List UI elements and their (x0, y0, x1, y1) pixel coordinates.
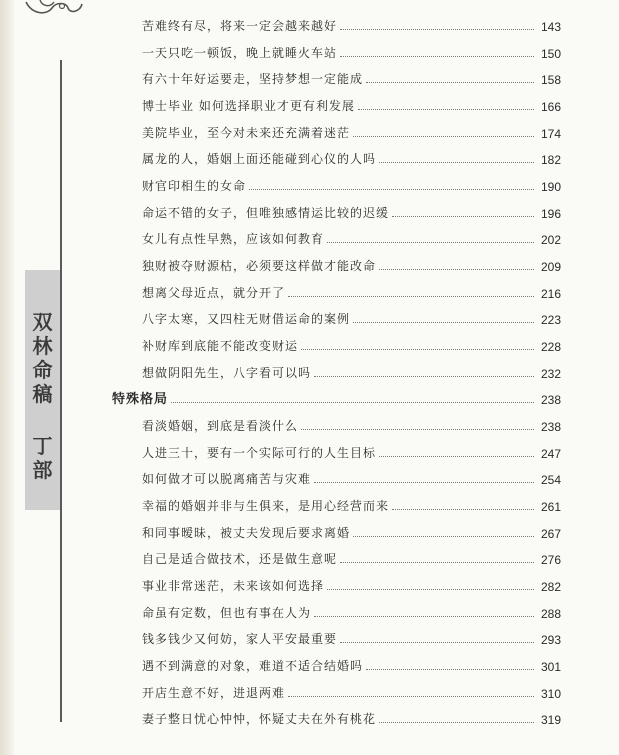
toc-page-number: 238 (540, 419, 561, 434)
toc-page-number: 150 (540, 46, 561, 61)
dot-leader (314, 616, 534, 617)
dot-leader (288, 696, 534, 697)
dot-leader (314, 482, 534, 483)
toc-entry[interactable] (142, 307, 561, 327)
dot-leader (340, 56, 534, 57)
toc-entry-title: 和同事暧昧，被丈夫发现后要求离婚 (142, 525, 351, 540)
toc-entry-title: 一天只吃一顿饭，晚上就睡火车站 (142, 45, 338, 60)
dot-leader (379, 722, 534, 723)
toc-entry-title: 命虽有定数，但也有事在人为 (142, 605, 312, 620)
toc-page-number: 202 (540, 233, 561, 248)
dot-leader (301, 429, 534, 430)
toc-entry[interactable] (142, 147, 561, 167)
toc-entry-title: 财官印相生的女命 (142, 178, 247, 193)
toc-entry-title: 事业非常迷茫，未来该如何选择 (142, 578, 325, 593)
toc-page-number: 247 (540, 446, 561, 461)
toc-entry-title: 八字太寒，又四柱无财借运命的案例 (142, 312, 351, 327)
toc-page-number: 232 (540, 366, 561, 381)
toc-entry[interactable] (142, 334, 561, 354)
dot-leader (366, 82, 534, 83)
toc-page-number: 166 (540, 99, 561, 114)
toc-entry-title: 博士毕业 如何选择职业才更有利发展 (142, 98, 355, 113)
toc-entry-title: 苦难终有尽，将来一定会越来越好 (142, 19, 338, 33)
toc-page-number: 223 (540, 313, 561, 328)
dot-leader (392, 216, 534, 217)
toc-page-number: 174 (540, 126, 561, 141)
side-title-char: 稿 (32, 382, 53, 406)
dot-leader (340, 642, 534, 643)
toc-page-number: 209 (540, 259, 561, 274)
toc-entry[interactable] (142, 414, 561, 434)
toc-page-number: 319 (540, 713, 561, 728)
dot-leader (314, 376, 534, 377)
toc-page-number: 276 (540, 553, 561, 568)
dot-leader (327, 242, 534, 243)
side-title-char: 部 (32, 458, 53, 482)
side-title-char: 林 (32, 334, 53, 358)
toc-entry-title: 妻子整日忧心忡忡，怀疑丈夫在外有桃花 (142, 712, 377, 727)
toc-entry[interactable] (142, 281, 561, 301)
dot-leader (366, 669, 534, 670)
toc-entry-title: 有六十年好运要走，坚持梦想一定能成 (142, 72, 364, 87)
toc-entry[interactable] (142, 521, 561, 541)
dot-leader (171, 402, 534, 403)
toc-entry[interactable] (142, 494, 561, 514)
dot-leader (249, 189, 534, 190)
toc-entry[interactable] (142, 361, 561, 381)
toc-entry-title: 独财被夺财源枯，必须要这样做才能改命 (142, 258, 377, 273)
toc-entry-title: 补财库到底能不能改变财运 (142, 338, 299, 353)
toc-entry[interactable] (142, 601, 561, 621)
toc-entry[interactable] (142, 707, 561, 727)
dot-leader (353, 136, 534, 137)
toc-page-number: 267 (540, 526, 561, 541)
toc-page-number: 196 (540, 206, 561, 221)
dot-leader (301, 349, 534, 350)
toc-entry[interactable] (142, 174, 561, 194)
toc-page-number: 228 (540, 339, 561, 354)
toc-entry[interactable] (142, 41, 561, 61)
toc-page-number: 288 (540, 606, 561, 621)
toc-entry-title: 钱多钱少又何妨，家人平安最重要 (142, 632, 338, 647)
dot-leader (379, 269, 534, 270)
toc-entry[interactable] (142, 67, 561, 87)
toc-page-number: 143 (540, 20, 561, 34)
toc-entry-title: 美院毕业，至今对未来还充满着迷茫 (142, 125, 351, 140)
toc-entry[interactable] (142, 467, 561, 487)
toc-entry-title: 看淡婚姻，到底是看淡什么 (142, 418, 299, 433)
toc-entry-title: 女儿有点性早熟，应该如何教育 (142, 232, 325, 247)
toc-entry[interactable] (142, 14, 561, 34)
toc-entry[interactable] (142, 254, 561, 274)
toc-entry[interactable] (142, 121, 561, 141)
toc-entry-title: 如何做才可以脱离痛苦与灾难 (142, 472, 312, 487)
dot-leader (392, 509, 534, 510)
toc-entry[interactable] (142, 94, 561, 114)
toc-entry-title: 自己是适合做技术，还是做生意呢 (142, 552, 338, 567)
toc-entry[interactable] (142, 654, 561, 674)
toc-page-number: 282 (540, 579, 561, 594)
toc-entry[interactable] (142, 574, 561, 594)
toc-entry-title: 特殊格局 (112, 392, 169, 408)
dot-leader (353, 322, 534, 323)
toc-entry-title: 幸福的婚姻并非与生俱来，是用心经营而来 (142, 498, 390, 513)
toc-entry-title: 属龙的人，婚姻上面还能碰到心仪的人吗 (142, 152, 377, 167)
toc-entry[interactable] (142, 201, 561, 221)
toc-page-number: 182 (540, 153, 561, 168)
toc-section-heading[interactable] (112, 387, 561, 407)
toc-entry-title: 想离父母近点，就分开了 (142, 285, 286, 300)
dot-leader (379, 456, 534, 457)
dot-leader (379, 162, 534, 163)
toc-entry[interactable] (142, 681, 561, 701)
dot-leader (327, 589, 534, 590)
toc-page-number: 158 (540, 73, 561, 88)
dot-leader (358, 109, 534, 110)
toc-entry-title: 遇不到满意的对象，难道不适合结婚吗 (142, 658, 364, 673)
dot-leader (340, 562, 534, 563)
toc-page-number: 310 (540, 686, 561, 701)
toc-entry[interactable] (142, 227, 561, 247)
dot-leader (353, 536, 534, 537)
dot-leader (288, 296, 534, 297)
toc-entry-title: 想做阴阳先生，八字看可以吗 (142, 365, 312, 380)
toc-page-number: 238 (540, 393, 561, 408)
side-title-char: 丁 (32, 434, 53, 458)
dot-leader (340, 29, 534, 30)
toc-entry[interactable] (142, 547, 561, 567)
toc-entry-title: 人进三十，要有一个实际可行的人生目标 (142, 445, 377, 460)
toc-entry[interactable] (142, 441, 561, 461)
side-title-char: 双 (32, 310, 53, 334)
toc-page-number: 190 (540, 179, 561, 194)
toc-page-number: 261 (540, 499, 561, 514)
toc-page-number: 216 (540, 286, 561, 301)
toc-page-number: 301 (540, 659, 561, 674)
toc-entry-title: 开店生意不好，进退两难 (142, 685, 286, 700)
toc-page-number: 254 (540, 473, 561, 488)
side-title-char: 命 (32, 358, 53, 382)
toc-entry[interactable] (142, 627, 561, 647)
toc-entry-title: 命运不错的女子，但唯独感情运比较的迟缓 (142, 205, 390, 220)
toc-page-number: 293 (540, 633, 561, 648)
